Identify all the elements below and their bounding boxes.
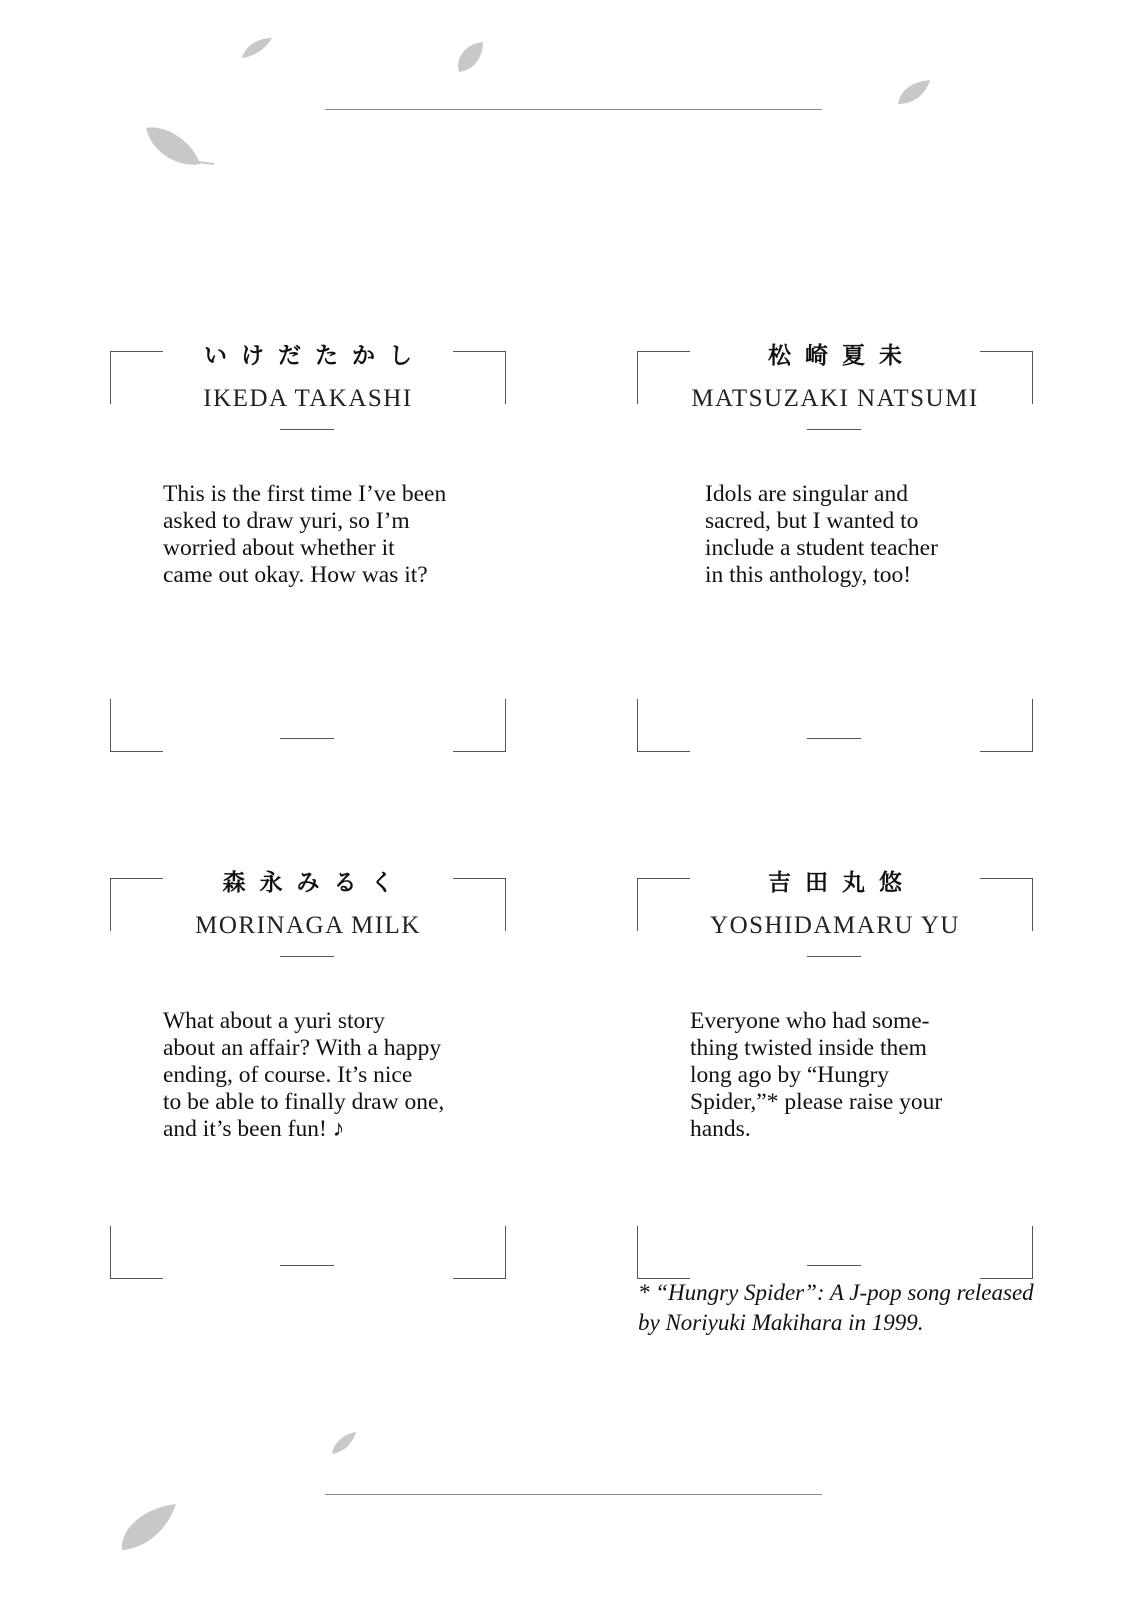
divider	[280, 1265, 334, 1266]
footnote	[638, 1278, 1034, 1338]
frame-corner	[110, 1226, 163, 1279]
message-line: ending, of course. It’s nice	[163, 1062, 413, 1088]
divider	[280, 738, 334, 739]
message-line: Idols are singular and	[705, 481, 908, 507]
leaf-icon	[896, 78, 932, 106]
message-line: worried about whether it	[163, 535, 395, 561]
message-line: hands.	[690, 1116, 751, 1142]
leaf-icon	[142, 124, 216, 172]
artist-card-morinaga	[110, 869, 506, 1278]
artist-name-japanese: 森永みるく	[222, 869, 408, 896]
leaf-icon	[455, 40, 485, 74]
artist-message	[690, 1008, 942, 1143]
artist-card-yoshidamaru	[637, 869, 1033, 1278]
frame-corner	[453, 1226, 506, 1279]
message-line: Spider,”* please raise your	[690, 1089, 943, 1115]
artist-name-english: MORINAGA MILK	[195, 912, 421, 939]
frame-corner	[980, 699, 1033, 752]
artist-name-japanese: いけだたかし	[204, 342, 426, 369]
message-line: Everyone who had some-	[690, 1008, 930, 1034]
message-line: long ago by “Hungry	[690, 1062, 890, 1088]
message-line: thing twisted inside them	[690, 1035, 927, 1061]
message-line: to be able to finally draw one,	[163, 1089, 445, 1115]
divider	[280, 956, 334, 957]
message-line: about an affair? With a happy	[163, 1035, 442, 1061]
artist-name-japanese: 吉田丸悠	[768, 869, 916, 896]
artist-name-english: YOSHIDAMARU YU	[710, 912, 960, 939]
leaf-icon	[118, 1500, 180, 1554]
bottom-rule	[325, 1494, 822, 1495]
frame-corner	[637, 699, 690, 752]
frame-corner	[637, 1226, 690, 1279]
divider	[807, 1265, 861, 1266]
artist-name-japanese: 松崎夏未	[768, 342, 916, 369]
message-line: This is the first time I’ve been	[163, 481, 447, 507]
artist-name-english: MATSUZAKI NATSUMI	[691, 385, 979, 412]
footnote-line: by Noriyuki Makihara in 1999.	[638, 1310, 924, 1335]
divider	[280, 429, 334, 430]
footnote-line: * “Hungry Spider”: A J-pop song released	[638, 1280, 1034, 1305]
message-line: sacred, but I wanted to	[705, 508, 919, 534]
artist-card-ikeda	[110, 342, 506, 751]
message-line: include a student teacher	[705, 535, 938, 561]
divider	[807, 429, 861, 430]
message-line: in this anthology, too!	[705, 562, 912, 588]
artist-message	[163, 1008, 444, 1143]
frame-corner	[980, 1226, 1033, 1279]
frame-corner	[110, 699, 163, 752]
artist-message	[705, 481, 938, 589]
message-line: asked to draw yuri, so I’m	[163, 508, 410, 534]
top-rule	[325, 109, 822, 110]
artist-message	[163, 481, 446, 589]
artist-name-english: IKEDA TAKASHI	[203, 385, 413, 412]
divider	[807, 956, 861, 957]
divider	[807, 738, 861, 739]
message-line: What about a yuri story	[163, 1008, 385, 1034]
leaf-icon	[330, 1430, 358, 1456]
artist-card-matsuzaki	[637, 342, 1033, 751]
leaf-icon	[240, 36, 274, 60]
frame-corner	[453, 699, 506, 752]
message-line: came out okay. How was it?	[163, 562, 428, 588]
message-line: and it’s been fun! ♪	[163, 1116, 345, 1142]
